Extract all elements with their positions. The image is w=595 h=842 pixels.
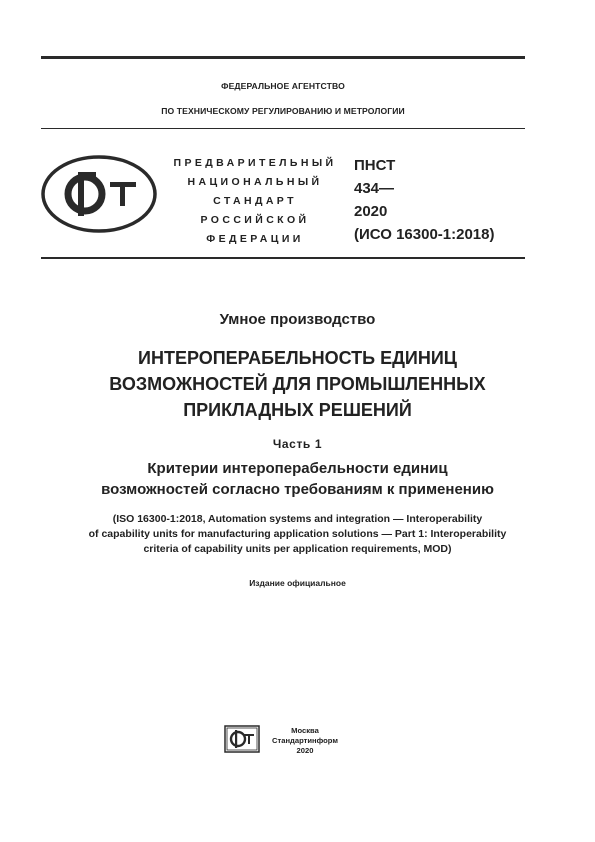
upper-rule bbox=[41, 128, 525, 129]
lower-rule bbox=[41, 257, 525, 259]
part-title bbox=[20, 458, 575, 500]
gost-r-logo-icon bbox=[40, 154, 158, 234]
standartinform-logo-icon bbox=[224, 725, 260, 753]
iso-reference bbox=[20, 512, 575, 557]
publisher bbox=[266, 726, 344, 756]
standard-type-line-5: ФЕДЕРАЦИИ bbox=[206, 233, 304, 245]
publisher-year: 2020 bbox=[296, 746, 314, 755]
title-line-2: ВОЗМОЖНОСТЕЙ ДЛЯ ПРОМЫШЛЕННЫХ bbox=[109, 374, 486, 394]
part-label: Часть 1 bbox=[272, 437, 323, 451]
title-line-1: ИНТЕРОПЕРАБЕЛЬНОСТЬ ЕДИНИЦ bbox=[138, 348, 457, 368]
iso-line-1: (ISO 16300-1:2018, Automation systems and integration — Interoperability bbox=[112, 513, 483, 525]
agency-line-2: ПО ТЕХНИЧЕСКОМУ РЕГУЛИРОВАНИЮ И МЕТРОЛОГИИ bbox=[161, 106, 405, 116]
designation-line-3: 2020 bbox=[354, 203, 388, 220]
standard-type-line-2: НАЦИОНАЛЬНЫЙ bbox=[187, 176, 323, 188]
publisher-city: Москва bbox=[291, 726, 319, 735]
part-title-line-2: возможностей согласно требованиям к применению bbox=[101, 481, 494, 498]
designation bbox=[354, 154, 494, 246]
iso-line-3: criteria of capability units per application requirements, MOD) bbox=[143, 543, 452, 555]
standard-type-line-1: ПРЕДВАРИТЕЛЬНЫЙ bbox=[173, 157, 337, 169]
page-title bbox=[20, 345, 575, 423]
designation-line-1: ПНСТ bbox=[354, 157, 396, 174]
iso-line-2: of capability units for manufacturing application solutions — Part 1: Interoperability bbox=[88, 528, 507, 540]
standard-type-line-3: СТАНДАРТ bbox=[213, 195, 297, 207]
edition-label: Издание официальное bbox=[249, 578, 346, 588]
page-subtitle: Умное производство bbox=[219, 311, 376, 328]
title-line-3: ПРИКЛАДНЫХ РЕШЕНИЙ bbox=[183, 400, 412, 420]
standard-type bbox=[160, 154, 350, 249]
designation-line-2: 434— bbox=[354, 180, 395, 197]
part-title-line-1: Критерии интероперабельности единиц bbox=[147, 460, 448, 477]
standard-type-line-4: РОССИЙСКОЙ bbox=[200, 214, 310, 226]
publisher-name: Стандартинформ bbox=[272, 736, 338, 745]
designation-line-4: (ИСО 16300-1:2018) bbox=[354, 226, 495, 243]
agency-line-1: ФЕДЕРАЛЬНОЕ АГЕНТСТВО bbox=[221, 81, 345, 91]
top-rule bbox=[41, 56, 525, 59]
